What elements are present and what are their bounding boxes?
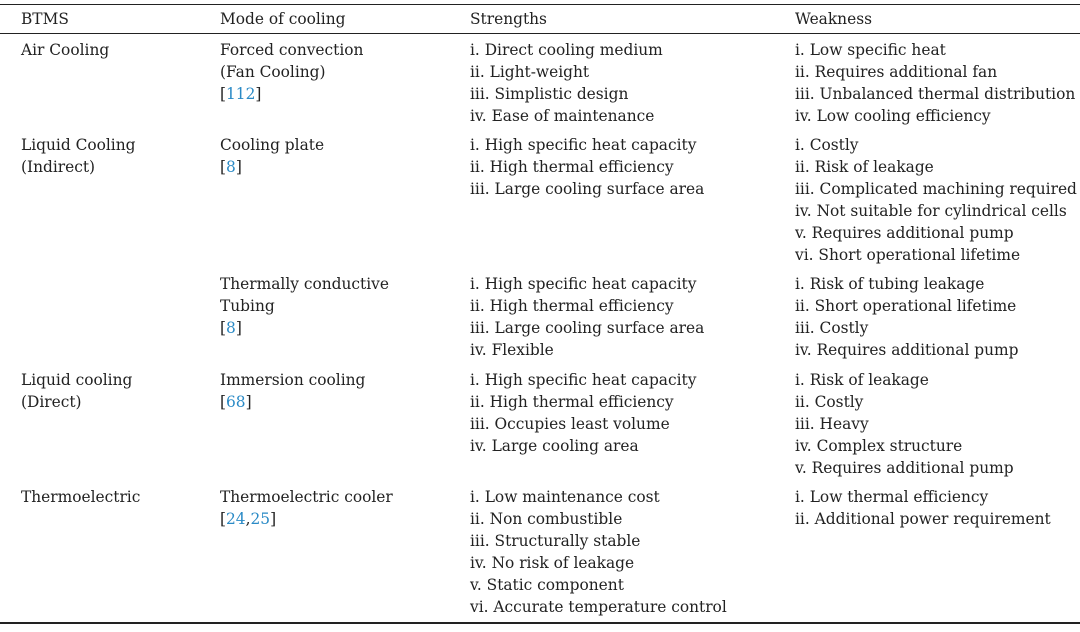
weakness-item: i. Risk of tubing leakage: [795, 275, 985, 293]
header-weakness: Weakness: [795, 10, 872, 28]
cell-weakness: [795, 486, 1051, 530]
citation: [8]: [220, 158, 242, 176]
strength-item: ii. High thermal efficiency: [470, 158, 674, 176]
weakness-item: vi. Short operational lifetime: [795, 246, 1021, 264]
citation: [112]: [220, 85, 262, 103]
mode-line: (Fan Cooling): [220, 63, 326, 81]
strength-item: iii. Large cooling surface area: [470, 319, 705, 337]
strength-item: i. High specific heat capacity: [470, 136, 697, 154]
cell-strengths: [470, 369, 696, 457]
strength-item: iv. Flexible: [470, 341, 554, 359]
cell-btms: [21, 39, 109, 61]
strength-item: iv. No risk of leakage: [470, 554, 635, 572]
strength-item: i. Direct cooling medium: [470, 41, 663, 59]
weakness-item: iii. Unbalanced thermal distribution: [795, 85, 1076, 103]
strength-item: v. Static component: [470, 576, 624, 594]
strength-item: vi. Accurate temperature control: [470, 598, 727, 616]
btms-line: (Indirect): [21, 158, 96, 176]
cell-mode-of-cooling: [220, 369, 365, 413]
strength-item: iii. Occupies least volume: [470, 415, 670, 433]
btms-line: Liquid Cooling: [21, 136, 136, 154]
strength-item: i. High specific heat capacity: [470, 371, 697, 389]
citation-link[interactable]: 24: [226, 510, 246, 528]
weakness-item: i. Risk of leakage: [795, 371, 929, 389]
strength-item: ii. High thermal efficiency: [470, 297, 674, 315]
weakness-item: i. Low specific heat: [795, 41, 946, 59]
strength-item: i. High specific heat capacity: [470, 275, 697, 293]
mode-line: Thermally conductive: [220, 275, 389, 293]
citation: [68]: [220, 393, 252, 411]
weakness-item: iii. Complicated machining required: [795, 180, 1077, 198]
citation-link[interactable]: 8: [226, 158, 236, 176]
header-mode-of-cooling: Mode of cooling: [220, 10, 346, 28]
cell-mode-of-cooling: [220, 486, 393, 530]
weakness-item: iv. Requires additional pump: [795, 341, 1019, 359]
cell-weakness: [795, 134, 1077, 266]
table-header-rule: [0, 33, 1080, 34]
strength-item: ii. High thermal efficiency: [470, 393, 674, 411]
table-bottom-rule: [0, 622, 1080, 624]
weakness-item: i. Costly: [795, 136, 859, 154]
strength-item: iv. Large cooling area: [470, 437, 639, 455]
citation: [8]: [220, 319, 242, 337]
weakness-item: ii. Costly: [795, 393, 864, 411]
strength-item: iii. Structurally stable: [470, 532, 641, 550]
cell-mode-of-cooling: [220, 273, 389, 339]
strength-item: iii. Simplistic design: [470, 85, 629, 103]
cell-strengths: [470, 39, 663, 127]
strength-item: iv. Ease of maintenance: [470, 107, 655, 125]
cell-btms: [21, 134, 136, 178]
weakness-item: iv. Low cooling efficiency: [795, 107, 991, 125]
weakness-item: iv. Not suitable for cylindrical cells: [795, 202, 1067, 220]
cell-btms: [21, 486, 140, 508]
strength-item: ii. Non combustible: [470, 510, 623, 528]
mode-line: Tubing: [220, 297, 275, 315]
weakness-item: iii. Heavy: [795, 415, 869, 433]
btms-line: Thermoelectric: [21, 488, 141, 506]
strength-item: iii. Large cooling surface area: [470, 180, 705, 198]
citation-link[interactable]: 8: [226, 319, 236, 337]
mode-line: Forced convection: [220, 41, 364, 59]
weakness-item: v. Requires additional pump: [795, 224, 1014, 242]
cell-weakness: [795, 273, 1019, 361]
mode-line: Thermoelectric cooler: [220, 488, 393, 506]
weakness-item: ii. Requires additional fan: [795, 63, 998, 81]
btms-line: Air Cooling: [21, 41, 110, 59]
cell-weakness: [795, 369, 1014, 479]
cell-weakness: [795, 39, 1075, 127]
citation-link[interactable]: 25: [250, 510, 271, 528]
weakness-item: ii. Risk of leakage: [795, 158, 934, 176]
cell-strengths: [470, 134, 704, 200]
citation: [24,25]: [220, 510, 277, 528]
header-strengths: Strengths: [470, 10, 547, 28]
header-btms: BTMS: [21, 10, 69, 28]
btms-line: (Direct): [21, 393, 82, 411]
weakness-item: v. Requires additional pump: [795, 459, 1014, 477]
strength-item: i. Low maintenance cost: [470, 488, 660, 506]
btms-line: Liquid cooling: [21, 371, 133, 389]
citation-link[interactable]: 68: [226, 393, 246, 411]
cell-strengths: [470, 273, 704, 361]
cell-mode-of-cooling: [220, 134, 324, 178]
weakness-item: iv. Complex structure: [795, 437, 963, 455]
table-top-rule: [0, 4, 1080, 5]
strength-item: ii. Light-weight: [470, 63, 590, 81]
cell-btms: [21, 369, 132, 413]
cell-mode-of-cooling: [220, 39, 363, 105]
cell-strengths: [470, 486, 727, 618]
citation-link[interactable]: 112: [226, 85, 256, 103]
weakness-item: ii. Additional power requirement: [795, 510, 1051, 528]
weakness-item: ii. Short operational lifetime: [795, 297, 1017, 315]
mode-line: Cooling plate: [220, 136, 325, 154]
weakness-item: iii. Costly: [795, 319, 869, 337]
weakness-item: i. Low thermal efficiency: [795, 488, 989, 506]
mode-line: Immersion cooling: [220, 371, 366, 389]
